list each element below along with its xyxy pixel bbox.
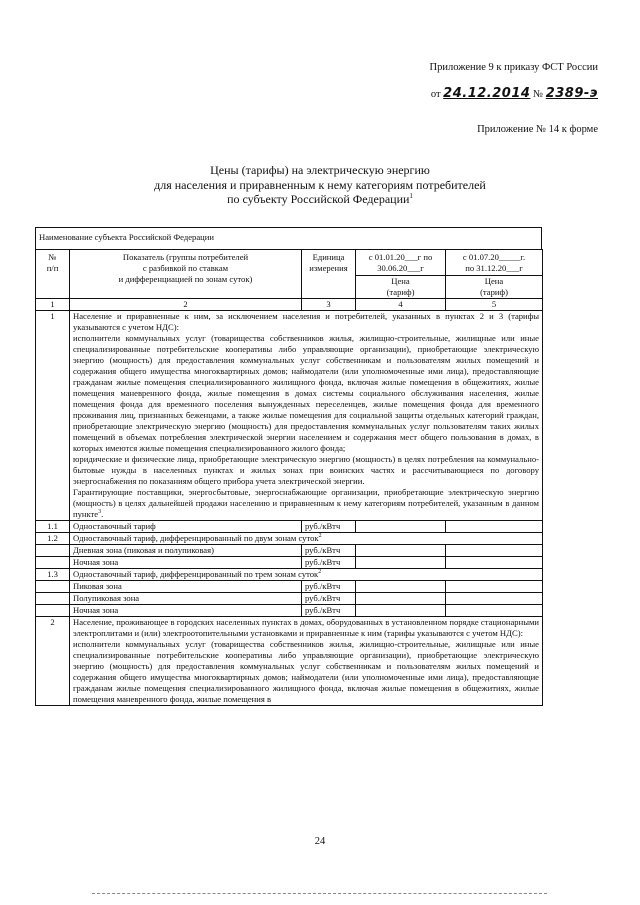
table-row-2 [36,617,543,706]
row-1-3-peak-text: Пиковая зона [70,581,302,593]
row-1-2-night-text: Ночная зона [70,557,302,569]
row-1-3-semipeak-unit: руб./кВтч [302,593,356,605]
row-1-description: Население и приравненные к ним, за исключением населения и потребителей, указанных в пунктах 2 и 3 (тарифы указываются с учетом НДС): исполнители коммунальных услуг (товарищества собственников жилья, жилищно-строительные, жилищные или иные специализированные потребительские кооперативы либо управляющие организации), приобретающие электрическую энергию (мощность) для предоставления коммунальных услуг собственникам и пользователям жилых помещений и содержания общего имущества многоквартирных домов; наймодатели (или уполномоченные ими лица), предоставляющие гражданам жилые помещения специализированного жилищного фонда, включая жилые помещения в общежитиях, жилые помещения маневренного фонда, жилые помещения в домах системы социального обслуживания населения, жилые помещения фонда для временного поселения вынужденных переселенцев, жилые помещения фонда для временного проживания лиц, признанных беженцами, а также жилые помещения для социальной защиты отдельных категорий граждан, приобретающие электрическую энергию (мощность) для предоставления коммунальных услуг пользователям таких жилых помещений в объемах потребления электрической энергии населением и содержания мест общего пользования в домах, в которых имеются жилые помещения специализированного жилого фонда; юридические и физические лица, приобретающие электрическую энергию (мощность) в целях потребления на коммунально-бытовые нужды в населенных пунктах и жилых зонах при воинских частях и рассчитывающиеся по договору энергоснабжения по показаниям общего прибора учета электрической энергии. Гарантирующие поставщики, энергосбытовые, энергоснабжающие организации, приобретающие электрическую энергию (мощность) в целях дальнейшей продажи населению и приравненным к нему категориям потребителей, указанным в данном пункте$^3$. [70,311,543,521]
subject-name-box [35,227,542,249]
header-price-1: Цена (тариф) [356,276,446,299]
tariff-table [35,249,543,706]
colnum-1: 1 [36,299,70,311]
header-num: № п/п [36,250,70,299]
table-row-1-2-day [36,545,543,557]
colnum-3: 3 [302,299,356,311]
table-row-1-3-peak [36,581,543,593]
title-line-2: для населения и приравненным к нему категориям потребителей [154,177,486,192]
title-line-1: Цены (тарифы) на электрическую энергию [210,163,430,177]
colnum-5: 5 [446,299,543,311]
row-1-1-num: 1.1 [36,521,70,533]
row-1-3-night-text: Ночная зона [70,605,302,617]
row-1-3-peak-unit: руб./кВтч [302,581,356,593]
table-row-1-3-semipeak [36,593,543,605]
row-2-num: 2 [36,617,70,706]
row-1-3-num: 1.3 [36,569,70,581]
header-unit: Единица измерения [302,250,356,299]
table-row-1-1 [36,521,543,533]
table-row-1 [36,311,543,521]
order-reference [431,86,598,101]
row-1-1-text: Одноставочный тариф [70,521,302,533]
row-1-num: 1 [36,311,70,521]
appendix-header: Приложение 9 к приказу ФСТ России [429,62,598,73]
row-1-2-night-unit: руб./кВтч [302,557,356,569]
page-number: 24 [314,836,326,847]
order-number: 2389-э [545,86,598,101]
table-row-1-2-night [36,557,543,569]
row-1-1-price-1 [356,521,446,533]
subject-label: Наименование субъекта Российской Федерации [39,232,214,242]
order-from-label: от [430,89,441,100]
table-row-1-3 [36,569,543,581]
colnum-2: 2 [70,299,302,311]
row-1-1-price-2 [446,521,543,533]
row-1-2-day-unit: руб./кВтч [302,545,356,557]
scan-edge-divider [92,893,547,894]
header-indicator: Показатель (группы потребителей с разбивкой по ставкам и дифференциацией по зонам суток) [70,250,302,299]
header-period-2: с 01.07.20_____г. по 31.12.20___г [446,250,543,276]
row-1-2-text: Одноставочный тариф, дифференцированный по двум зонам суток$^2$ [70,533,543,545]
order-no-label: № [533,89,544,100]
title-footnote: 1 [409,192,413,200]
header-price-2: Цена (тариф) [446,276,543,299]
row-1-3-text: Одноставочный тариф, дифференцированный по трем зонам суток$^2$ [70,569,543,581]
row-1-3-night-unit: руб./кВтч [302,605,356,617]
header-period-1: с 01.01.20___г по 30.06.20___г [356,250,446,276]
table-row-1-2 [36,533,543,545]
order-date: 24.12.2014 [443,86,531,101]
row-2-description: Население, проживающее в городских населенных пунктах в домах, оборудованных в установленном порядке стационарными электроплитами и (или) электроотопительными установками и приравненные к ним (тарифы указываются с учетом НДС): исполнители коммунальных услуг (товарищества собственников жилья, жилищно-строительные, жилищные или иные специализированные потребительские кооперативы либо управляющие организации), приобретающие электрическую энергию (мощность) для предоставления коммунальных услуг собственникам и пользователям жилых помещений и содержания общего имущества многоквартирных домов; наймодатели (или уполномоченные ими лица), предоставляющие гражданам жилые помещения специализированного жилищного фонда, включая жилые помещения в общежитиях, жилые помещения маневренного фонда, жилые помещения в [70,617,543,706]
row-1-1-unit: руб./кВтч [302,521,356,533]
column-numbers-row [36,299,543,311]
row-1-2-day-text: Дневная зона (пиковая и полупиковая) [70,545,302,557]
title-line-3: по субъекту Российской Федерации$^1$ [227,192,413,206]
row-1-2-num: 1.2 [36,533,70,545]
header-row [36,250,543,276]
document-title [0,163,640,207]
table-row-1-3-night [36,605,543,617]
colnum-4: 4 [356,299,446,311]
row-1-3-semipeak-text: Полупиковая зона [70,593,302,605]
form-appendix: Приложение № 14 к форме [477,124,598,135]
